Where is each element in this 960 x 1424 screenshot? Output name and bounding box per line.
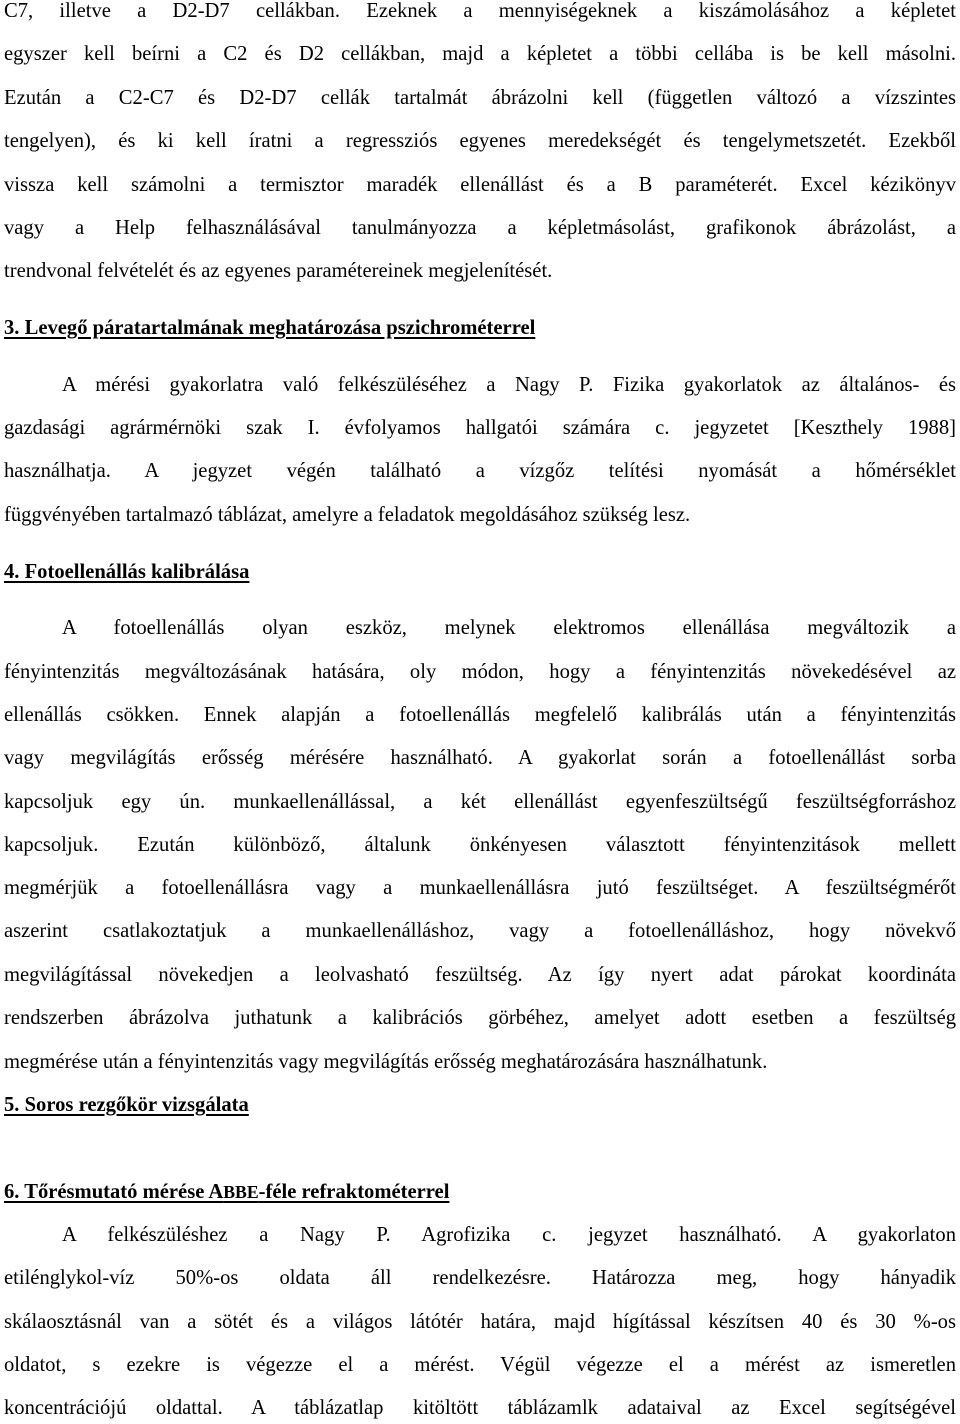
paragraph-line: kapcsoljuk egy ún. munkaellenállással, a két ellenállást egyenfeszültségű feszültségforráshoz (4, 791, 956, 813)
paragraph-line: egyszer kell beírni a C2 és D2 cellákban, majd a képletet a többi cellába is be kell másolni. (4, 43, 956, 65)
paragraph-line: C7, illetve a D2-D7 cellákban. Ezeknek a mennyiségeknek a kiszámolásához a képletet (4, 0, 956, 22)
paragraph-line: vissza kell számolni a termisztor maradék ellenállást és a B paraméterét. Excel kézikönyv (4, 174, 956, 196)
paragraph-line: megmérjük a fotoellenállásra vagy a munkaellenállásra jutó feszültséget. A feszültségmérőt (4, 877, 956, 899)
section-4-heading: 4. Fotoellenállás kalibrálása (4, 561, 250, 583)
paragraph-line: ellenállás csökken. Ennek alapján a fotoellenállás megfelelő kalibrálás után a fényintenzitás (4, 704, 956, 726)
paragraph-line: A mérési gyakorlatra való felkészüléséhez a Nagy P. Fizika gyakorlatok az általános- és (62, 374, 956, 396)
section-6-heading-start: 6. Tőrésmutató mérése A (4, 1181, 224, 1203)
section-6-heading (4, 1179, 449, 1205)
paragraph-line: gazdasági agrármérnöki szak I. évfolyamos hallgatói számára c. jegyzetet [Keszthely 1988] (4, 417, 956, 439)
paragraph-line: etilénglykol-víz 50%-os oldata áll rendelkezésre. Határozza meg, hogy hányadik (4, 1267, 956, 1289)
paragraph-line: koncentrációjú oldattal. A táblázatlap kitöltött táblázamlk adataival az Excel segítségével (4, 1397, 956, 1419)
paragraph-line: megvilágítással növekedjen a leolvasható feszültség. Az így nyert adat párokat koordináta (4, 964, 956, 986)
paragraph-line: A fotoellenállás olyan eszköz, melynek elektromos ellenállása megváltozik a (62, 617, 956, 639)
section-5-heading: 5. Soros rezgőkör vizsgálata (4, 1094, 249, 1116)
paragraph-line: vagy a Help felhasználásával tanulmányozza a képletmásolást, grafikonok ábrázolást, a (4, 217, 956, 239)
section-3-heading: 3. Levegő páratartalmának meghatározása pszichrométerrel (4, 317, 536, 339)
paragraph-line: megmérése után a fényintenzitás vagy megvilágítás erősség meghatározására használhatunk. (4, 1051, 768, 1073)
paragraph-line: rendszerben ábrázolva juthatunk a kalibrációs görbéhez, amelyet adott esetben a feszültség (4, 1007, 956, 1029)
paragraph-line: skálaosztásnál van a sötét és a világos látótér határa, majd hígítással készítsen 40 és 30 %-os (4, 1311, 956, 1333)
paragraph-line: vagy megvilágítás erősség mérésére használható. A gyakorlat során a fotoellenállást sorba (4, 747, 956, 769)
paragraph-line: kapcsoljuk. Ezután különböző, általunk önkényesen választott fényintenzitások mellett (4, 834, 956, 856)
paragraph-line: aszerint csatlakoztatjuk a munkaellenálláshoz, vagy a fotoellenálláshoz, hogy növekvő (4, 920, 956, 942)
paragraph-line: A felkészüléshez a Nagy P. Agrofizika c. jegyzet használható. A gyakorlaton (62, 1224, 956, 1246)
paragraph-line: oldatot, s ezekre is végezze el a mérést. Végül végezze el a mérést az ismeretlen (4, 1354, 956, 1376)
paragraph-line: fényintenzitás megváltozásának hatására, oly módon, hogy a fényintenzitás növekedésével az (4, 661, 956, 683)
paragraph-line: használhatja. A jegyzet végén található a vízgőz telítési nyomását a hőmérséklet (4, 460, 956, 482)
paragraph-line: függvényében tartalmazó táblázat, amelyre a feladatok megoldásához szükség lesz. (4, 504, 691, 526)
paragraph-line: trendvonal felvételét és az egyenes paramétereinek megjelenítését. (4, 260, 553, 282)
paragraph-line: tengelyen), és ki kell íratni a regressziós egyenes meredekségét és tengelymetszetét. Ezekből (4, 130, 956, 152)
section-6-heading-smallcaps: BBE (223, 1182, 259, 1202)
paragraph-line: Ezután a C2-C7 és D2-D7 cellák tartalmát ábrázolni kell (független változó a vízszintes (4, 87, 956, 109)
section-6-heading-end: -féle refraktométerrel (258, 1181, 450, 1203)
